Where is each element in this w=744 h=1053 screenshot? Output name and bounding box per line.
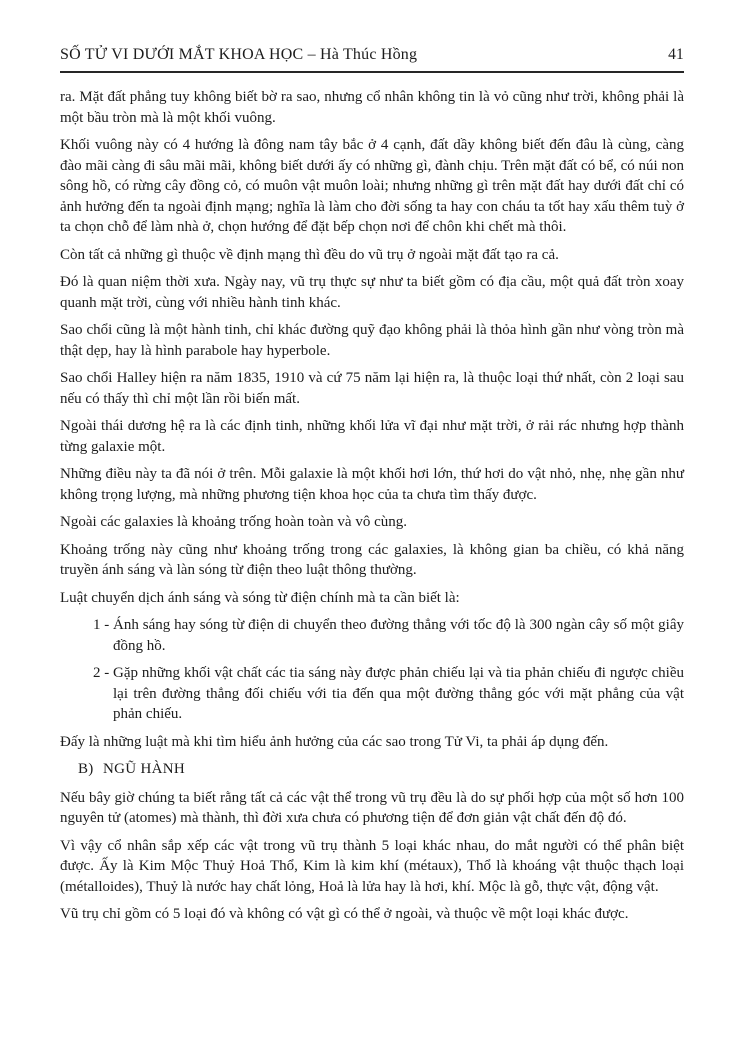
paragraph: Ngoài thái dương hệ ra là các định tinh, những khối lửa vĩ đại như mặt trời, ở rải rác nhưng hợp thành từng galaxie một.	[60, 418, 684, 455]
list-item-text: Gặp những khối vật chất các tia sáng này được phản chiếu lại và tia phản chiếu đi ngược chiều lại trên đường thẳng đối chiếu với tia đến qua một đường thẳng góc với mặt phẳng của vật phản chiếu.	[113, 665, 684, 722]
paragraph: Luật chuyển dịch ánh sáng và sóng từ điện chính mà ta cần biết là:	[60, 589, 460, 606]
paragraph: Vì vậy cổ nhân sắp xếp các vật trong vũ trụ thành 5 loại khác nhau, do mắt người có thể phân biệt được. Ấy là Kim Mộc Thuỷ Hoả Thổ, Kim là kim khí (métaux), Thổ là khoáng vật thuộc thạch loại (métalloides), Thuỷ là nước hay chất lỏng, Hoả là lửa hay là hơi, khí. Mộc là gỗ, thực vật, động vật.	[60, 837, 684, 895]
page-number: 41	[668, 46, 684, 63]
paragraph: Sao chổi Halley hiện ra năm 1835, 1910 và cứ 75 năm lại hiện ra, là thuộc loại thứ nhất, còn 2 loại sau nếu có thấy thì chỉ một lần rồi biến mất.	[60, 370, 684, 407]
heading-marker: B)	[78, 761, 94, 777]
page-body	[60, 87, 684, 925]
list-item	[93, 615, 684, 656]
paragraph: Nếu bây giờ chúng ta biết rằng tất cả các vật thể trong vũ trụ đều là do sự phối hợp của một số hơn 100 nguyên tử (atomes) mà thành, thì đời xưa chưa có phương tiện để đơn giản vật chất đến độ đó.	[60, 789, 684, 826]
paragraph: ra. Mặt đất phẳng tuy không biết bờ ra sao, nhưng cổ nhân không tin là vỏ cũng như trời, không phải là một bầu tròn mà là một khối vuông.	[60, 89, 684, 126]
list-marker: 2 -	[93, 665, 110, 681]
paragraph: Khối vuông này có 4 hướng là đông nam tây bắc ở 4 cạnh, đất dầy không biết đến đâu là cùng, càng đào mãi càng đi sâu mãi mãi, không biết dưới ấy có những gì, đành chịu. Trên mặt đất có bể, có núi non sông hồ, có rừng cây đồng cỏ, có muôn vật muôn loài; nhưng những gì trên mặt đất hay dưới đất chỉ có ảnh hưởng đến ta ngoài định mạng; nghĩa là làm cho đời sống ta hay con cháu ta tốt hay xấu thêm tuỳ ở ta chọn chỗ để làm nhà ở, chọn hướng để đặt bếp chọn nơi để chôn khi chết mà thôi.	[60, 137, 684, 235]
heading-text: NGŨ HÀNH	[103, 761, 185, 777]
page-header	[60, 46, 684, 73]
list-item	[93, 663, 684, 725]
paragraph: Ngoài các galaxies là khoảng trống hoàn toàn và vô cùng.	[60, 514, 407, 530]
paragraph: Đấy là những luật mà khi tìm hiểu ảnh hưởng của các sao trong Tử Vi, ta phải áp dụng đến.	[60, 733, 609, 750]
running-title: SỐ TỬ VI DƯỚI MẮT KHOA HỌC – Hà Thúc Hồng	[60, 46, 418, 63]
paragraph: Đó là quan niệm thời xưa. Ngày nay, vũ trụ thực sự như ta biết gồm có địa cầu, một quả đất tròn xoay quanh mặt trời, cùng với nhiều hành tinh khác.	[60, 274, 684, 311]
paragraph: Còn tất cả những gì thuộc về định mạng thì đều do vũ trụ ở ngoài mặt đất tạo ra cả.	[60, 246, 559, 263]
paragraph: Vũ trụ chỉ gồm có 5 loại đó và không có vật gì có thể ở ngoài, và thuộc về một loại khác được.	[60, 906, 629, 922]
paragraph: Những điều này ta đã nói ở trên. Mỗi galaxie là một khối hơi lớn, thứ hơi do vật nhỏ, nhẹ, nhẹ gần như không trọng lượng, mà những phương tiện khoa học của ta chưa tìm thấy được.	[60, 466, 684, 503]
paragraph: Sao chổi cũng là một hành tinh, chỉ khác đường quỹ đạo không phải là thỏa hình gần như vòng tròn mà thật dẹp, hay là hình parabole hay hyperbole.	[60, 322, 684, 359]
list-item-text: Ánh sáng hay sóng từ điện di chuyển theo đường thẳng với tốc độ là 300 ngàn cây số một giây đồng hồ.	[113, 617, 684, 654]
section-heading	[78, 759, 684, 780]
paragraph: Khoảng trống này cũng như khoảng trống trong các galaxies, là không gian ba chiều, có khả năng truyền ánh sáng và làn sóng từ điện theo luật thông thường.	[60, 541, 684, 578]
list-marker: 1 -	[93, 617, 110, 633]
